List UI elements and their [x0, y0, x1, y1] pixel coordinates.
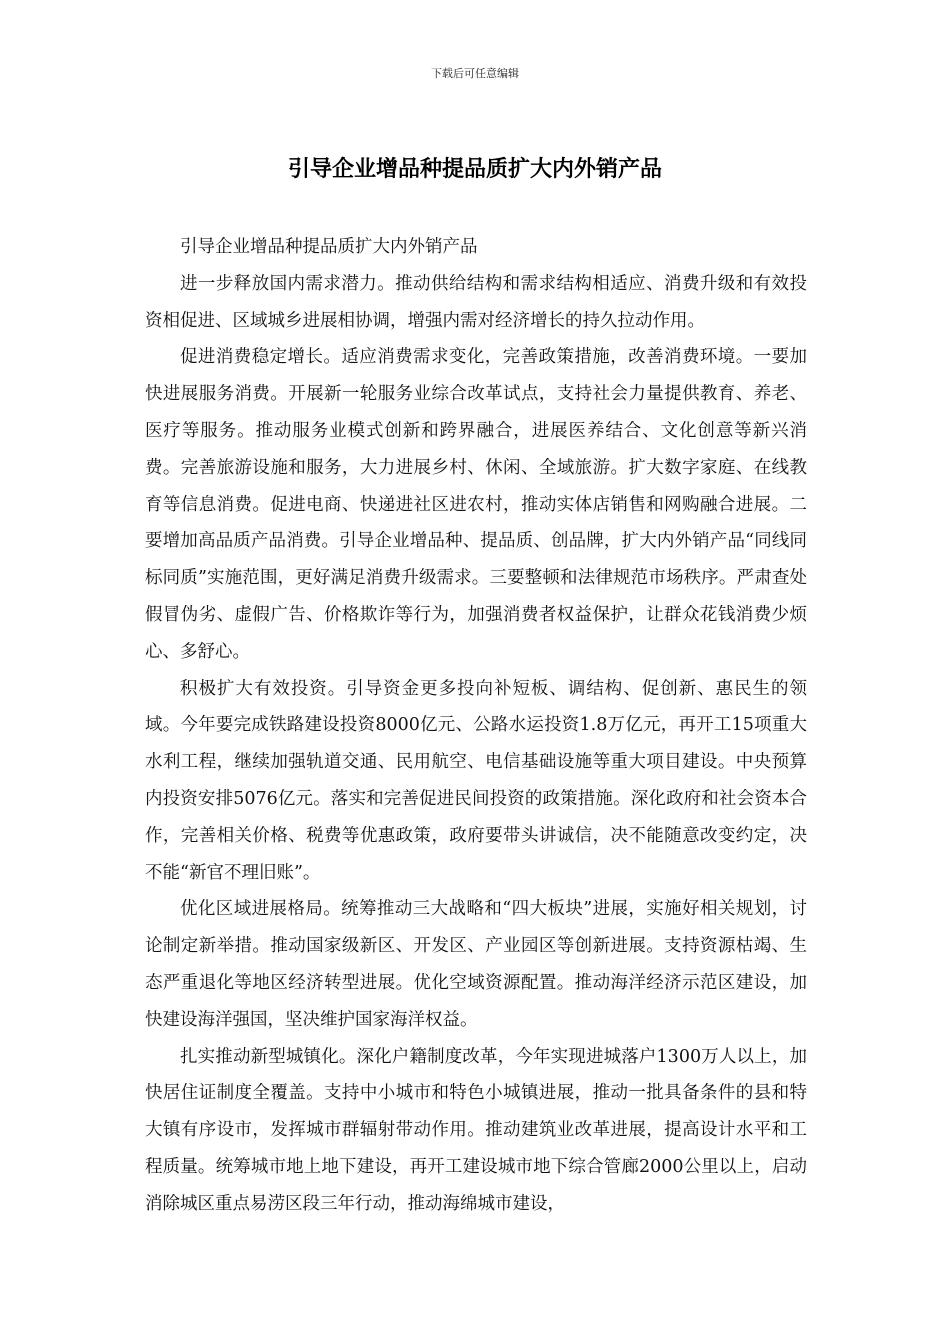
- paragraph-domestic-demand: 进一步释放国内需求潜力。推动供给结构和需求结构相适应、消费升级和有效投资相促进、区域城乡进展相协调，增强内需对经济增长的持久拉动作用。: [145, 273, 807, 331]
- paragraph-urbanization: 扎实推动新型城镇化。深化户籍制度改革，今年实现进城落户1300万人以上，加快居住证制度全覆盖。支持中小城市和特色小城镇进展，推动一批具备条件的县和特大镇有序设市，发挥城市群辐射带动作用。推动建筑业改革进展，提高设计水平和工程质量。统筹城市地上地下建设，再开工建设城市地下综合管廊2000公里以上，启动消除城区重点易涝区段三年行动，推动海绵城市建设，: [145, 1046, 807, 1214]
- paragraph-subtitle: 引导企业增品种提品质扩大内外销产品: [180, 237, 478, 257]
- document-title: 引导企业增品种提品质扩大内外销产品: [287, 156, 662, 182]
- paragraph-consumption: 促进消费稳定增长。适应消费需求变化，完善政策措施，改善消费环境。一要加快进展服务消费。开展新一轮服务业综合改革试点，支持社会力量提供教育、养老、医疗等服务。推动服务业模式创新和跨界融合，进展医养结合、文化创意等新兴消费。完善旅游设施和服务，大力进展乡村、休闲、全域旅游。扩大数字家庭、在线教育等信息消费。促进电商、快递进社区进农村，推动实体店销售和网购融合进展。二要增加高品质产品消费。引导企业增品种、提品质、创品牌，扩大内外销产品“同线同标同质”实施范围，更好满足消费升级需求。三要整顿和法律规范市场秩序。严肃查处假冒伪劣、虚假广告、价格欺诈等行为，加强消费者权益保护，让群众花钱消费少烦心、多舒心。: [145, 347, 807, 662]
- paragraph-investment: 积极扩大有效投资。引导资金更多投向补短板、调结构、促创新、惠民生的领域。今年要完成铁路建设投资8000亿元、公路水运投资1.8万亿元，再开工15项重大水利工程，继续加强轨道交通、民用航空、电信基础设施等重大项目建设。中央预算内投资安排5076亿元。落实和完善促进民间投资的政策措施。深化政府和社会资本合作，完善相关价格、税费等优惠政策，政府要带头讲诚信，决不能随意改变约定，决不能“新官不理旧账”。: [145, 678, 807, 883]
- page-header-note: 下载后可任意编辑: [431, 67, 519, 80]
- document-body: [145, 229, 807, 1223]
- paragraph-regional-development: 优化区域进展格局。统筹推动三大战略和“四大板块”进展，实施好相关规划，讨论制定新举措。推动国家级新区、开发区、产业园区等创新进展。支持资源枯竭、生态严重退化等地区经济转型进展。优化空域资源配置。推动海洋经济示范区建设，加快建设海洋强国，坚决维护国家海洋权益。: [145, 899, 807, 1030]
